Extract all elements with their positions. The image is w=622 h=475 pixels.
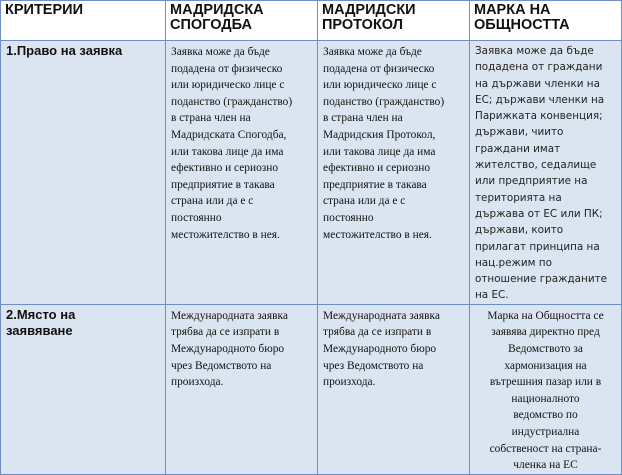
cell-line: членка на ЕС	[513, 459, 578, 472]
cell-line: местожителство в нея.	[323, 228, 432, 241]
cell-line: държава от ЕС или ПК;	[475, 207, 603, 220]
cell-line: поданство (гражданство)	[323, 95, 445, 108]
table-row	[1, 304, 622, 474]
cell-line: Парижката конвенция;	[475, 110, 603, 123]
cell-line: подадена от граждани	[475, 61, 603, 74]
cell-line: 1.Право на заявка	[6, 43, 123, 58]
cell-line: Заявка може да бъде	[323, 46, 422, 58]
cell-line: или юридическо лице с	[171, 79, 285, 92]
cell-line: на ЕС.	[475, 289, 509, 302]
cell-line: ведомство по	[513, 409, 578, 422]
cell-line: ефективно и сериозно	[323, 162, 431, 175]
header-line: ОБЩНОСТТА	[474, 17, 570, 33]
agreement-cell	[166, 304, 318, 474]
cell-line: Международната заявка	[323, 309, 440, 322]
criterion-cell	[1, 304, 166, 474]
cell-line: граждани имат	[475, 142, 561, 155]
agreement-cell	[166, 41, 318, 305]
protocol-cell	[318, 41, 470, 305]
cell-line: заявяване	[6, 322, 73, 338]
header-line: СПОГОДБА	[170, 17, 252, 33]
cell-line: вътрешния пазар или в	[489, 376, 602, 389]
cell-line: държави, които	[475, 224, 564, 237]
cell-line: подадена от физическо	[323, 62, 435, 75]
cell-line: държави, чиито	[475, 126, 564, 139]
cell-line: прилагат принципа на	[475, 240, 600, 253]
header-line: МАДРИДСКА	[170, 2, 264, 18]
cell-line: собственост на страна-	[489, 442, 602, 455]
cell-line: 2.Място на	[6, 306, 76, 322]
table-row	[1, 41, 622, 305]
cell-line: Заявка може да бъде	[475, 45, 594, 57]
cell-line: страна или да е с	[171, 195, 254, 208]
cell-line: нац.режим по	[475, 256, 552, 269]
cell-line: Международното бюро	[323, 342, 437, 355]
cell-line: в страна член на	[171, 112, 251, 125]
cell-line: постоянно	[323, 211, 374, 224]
cell-line: ефективно и сериозно	[171, 162, 279, 175]
cell-line: жителство, седалище	[475, 159, 597, 172]
cell-line: местожителство в нея.	[171, 228, 280, 241]
header-community-mark	[470, 1, 622, 41]
cell-line: в страна член на	[323, 112, 403, 125]
header-madrid-agreement	[166, 1, 318, 41]
cell-line: страна или да е с	[323, 195, 406, 208]
header-row	[1, 1, 622, 41]
cell-line: или юридическо лице с	[323, 79, 437, 92]
cell-line: постоянно	[171, 211, 222, 224]
cell-line: произхода.	[171, 376, 224, 389]
cell-line: заявява директно пред	[491, 326, 600, 339]
cell-line: трябва да се изпрати в	[323, 326, 432, 339]
cell-line: Мадридската Спогодба,	[171, 128, 287, 141]
cell-line: Международното бюро	[171, 342, 285, 355]
cell-line: Международната заявка	[171, 309, 288, 322]
cell-line: чрез Ведомството на	[171, 359, 272, 372]
header-line: КРИТЕРИИ	[5, 2, 83, 18]
cell-line: трябва да се изпрати в	[171, 326, 280, 339]
header-line: ПРОТОКОЛ	[322, 17, 403, 33]
cell-line: националното	[511, 392, 580, 405]
cell-line: ЕС; държави членки на	[475, 93, 605, 106]
cell-line: чрез Ведомството на	[323, 359, 424, 372]
cell-line: предприятие в такава	[171, 178, 275, 191]
cell-line: Мадридския Протокол,	[323, 128, 436, 141]
criterion-cell	[1, 41, 166, 305]
cell-line: подадена от физическо	[171, 62, 283, 75]
cell-line: хармонизация на	[504, 359, 587, 372]
cell-line: отношение гражданите	[475, 273, 608, 286]
cell-line: индустриална	[511, 425, 580, 438]
cell-line: Заявка може да бъде	[171, 46, 270, 58]
cell-line: предприятие в такава	[323, 178, 427, 191]
cell-line: Марка на Общността се	[487, 309, 604, 322]
cell-line: или такова лице да има	[323, 145, 436, 158]
header-line: МАРКА НА	[474, 2, 551, 18]
community-cell	[470, 304, 622, 474]
cell-line: или предприятие на	[475, 175, 588, 188]
cell-line: на държави членки на	[475, 77, 600, 90]
header-madrid-protocol	[318, 1, 470, 41]
cell-line: произхода.	[323, 376, 376, 389]
cell-line: поданство (гражданство)	[171, 95, 293, 108]
header-line: МАДРИДСКИ	[322, 2, 416, 18]
community-cell	[470, 41, 622, 305]
cell-line: Ведомството за	[508, 342, 583, 355]
protocol-cell	[318, 304, 470, 474]
cell-line: или такова лице да има	[171, 145, 284, 158]
cell-line: територията на	[475, 191, 562, 204]
header-criteria	[1, 1, 166, 41]
